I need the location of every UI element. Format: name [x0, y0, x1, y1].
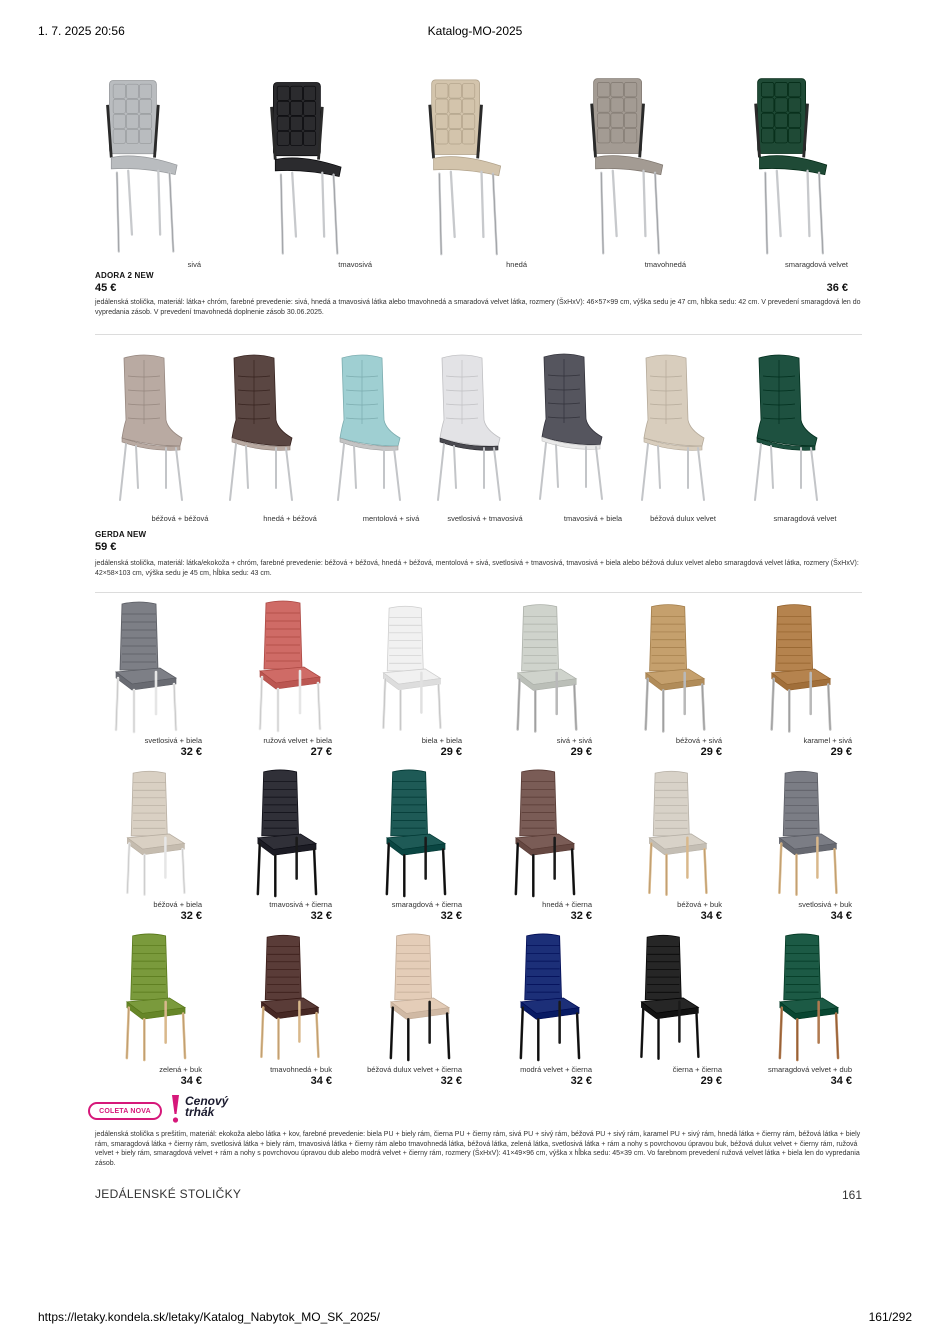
adora-chair-image	[100, 74, 194, 258]
product-description: jedálenská stolička s prešitím, materiál: ekokoža alebo látka + kov, farebné prevedenie: biela PU + biely rám, čierna PU + čierny rám, sivá PU + sivý rám, béžová PU + sivý rám, karamel PU + sivý rám, hnedá látka + čierny rám, béžová látka + biely rám, smaragdová látka + čierny rám, svetlosivá látka + biely rám, tmavosivá látka + čierny rám alebo tmavohnedá látka, béžová látka, zelená látka, svetlosivá látka + rám a nohy s povrchovou úpravou buk, béžová dulux velvet + čierny rám, ružová velvet + biely rám, smaragdová velvet + rám a nohy s povrchovou úpravou dub alebo modrá velvet + čierny rám, rozmery (ŠxHxV): 41×49×96 cm, výška x hĺbka sedu: 45×39 cm. Vo farebnom prevedení ružová velvet látka + biela len do vypredania zásob.	[95, 1131, 861, 1167]
promo-line-1: Cenový	[185, 1094, 229, 1108]
coleta-chair-image	[504, 768, 582, 898]
print-doc-title: Katalog-MO-2025	[427, 24, 523, 38]
coleta-chair-image	[508, 932, 588, 1062]
variant-label: karamel + sivá	[803, 736, 852, 745]
variant-label: sivá	[187, 260, 201, 269]
gerda-chair-image	[220, 354, 300, 504]
variant-label: tmavohnedá	[644, 260, 686, 269]
variant-label: mentolová + sivá	[362, 514, 420, 523]
variant-price: 32 €	[570, 1075, 592, 1087]
print-header	[38, 24, 912, 40]
variant-price: 34 €	[830, 1075, 852, 1087]
variant-price: 32 €	[440, 910, 462, 922]
variant-price: 34 €	[830, 910, 852, 922]
adora-chair-image	[584, 74, 680, 258]
coleta-chair-image	[246, 768, 324, 898]
variant-label: svetlosivá + tmavosivá	[447, 514, 523, 523]
promo-label	[185, 1096, 228, 1118]
product-description: jedálenská stolička, materiál: látka+ chróm, farebné prevedenie: sivá, hnedá a tmavosivá látka alebo tmavohnedá a smaradová velvet látka, rozmery (ŠxHxV): 46×57×99 cm, výška sedu je 47 cm, hĺbka sedu: 42 cm. V prevedení smaragdová len do vypredania zásob. V prevedení tmavohnedá doplnenie zásob 30.06.2025.	[95, 299, 861, 316]
gerda-chair-image	[530, 352, 610, 504]
variant-label: hnedá + béžová	[263, 514, 317, 523]
product-price: 45 €	[95, 282, 117, 294]
variant-label: tmavosivá + biela	[563, 514, 623, 523]
coleta-chair-image	[378, 932, 458, 1062]
velvet-price: 36 €	[826, 282, 848, 294]
variant-price: 29 €	[700, 1075, 722, 1087]
variant-label: béžová dulux velvet	[650, 514, 716, 523]
adora-chair-image	[264, 78, 358, 258]
variant-label: hnedá	[506, 260, 527, 269]
variant-price: 29 €	[570, 746, 592, 758]
promo-line-2: trhák	[185, 1105, 215, 1119]
coleta-chair-image	[372, 602, 448, 734]
variant-label: smaragdová + čierna	[391, 900, 462, 909]
section-divider	[95, 592, 862, 593]
variant-price: 32 €	[310, 910, 332, 922]
variant-price: 29 €	[830, 746, 852, 758]
gerda-chair-image	[328, 354, 408, 504]
variant-price: 34 €	[700, 910, 722, 922]
print-page-count: 161/292	[868, 1310, 912, 1324]
page-number: 161	[841, 1188, 862, 1202]
coleta-chair-image	[374, 768, 454, 898]
variant-label: svetlosivá + biela	[144, 736, 202, 745]
variant-label: béžová + buk	[677, 900, 722, 909]
variant-price: 34 €	[310, 1075, 332, 1087]
gerda-chair-image	[110, 354, 190, 504]
variant-label: ružová velvet + biela	[263, 736, 332, 745]
coleta-chair-image	[506, 602, 584, 734]
variant-label: smaragdová velvet + dub	[767, 1065, 852, 1074]
coleta-chair-image	[248, 598, 328, 734]
variant-label: béžová + béžová	[151, 514, 209, 523]
gerda-chair-image	[632, 354, 712, 504]
product-name-badge: COLETA NOVA	[88, 1102, 162, 1120]
coleta-chair-image	[768, 932, 846, 1062]
variant-label: čierna + čierna	[672, 1065, 722, 1074]
variant-label: smaragdová velvet	[773, 514, 837, 523]
variant-price: 34 €	[180, 1075, 202, 1087]
variant-label: biela + biela	[421, 736, 462, 745]
variant-label: tmavohnedá + buk	[270, 1065, 332, 1074]
variant-label: svetlosivá + buk	[798, 900, 852, 909]
variant-price: 29 €	[440, 746, 462, 758]
coleta-chair-image	[760, 602, 838, 734]
product-description: jedálenská stolička, materiál: látka/ekokoža + chróm, farebné prevedenie: béžová + béžová, hnedá + béžová, mentolová + sivá, svetlosivá + tmavosivá, tmavosivá + biela alebo béžová dulux velvet alebo smaragdová velvet látka, rozmery (ŠxHxV): 42×58×103 cm, výška sedu je 45 cm, hĺbka sedu: 43 cm.	[95, 560, 859, 577]
adora-chair-image	[422, 76, 518, 258]
coleta-chair-image	[630, 932, 706, 1062]
variant-price: 32 €	[440, 1075, 462, 1087]
exclamation-icon	[168, 1094, 182, 1124]
print-datetime: 1. 7. 2025 20:56	[38, 24, 125, 38]
product-name: ADORA 2 NEW	[95, 271, 154, 280]
variant-label: hnedá + čierna	[542, 900, 592, 909]
coleta-chair-image	[104, 600, 184, 734]
variant-price: 32 €	[180, 746, 202, 758]
variant-price: 32 €	[180, 910, 202, 922]
variant-label: tmavosivá + čierna	[269, 900, 332, 909]
coleta-chair-image	[638, 768, 714, 898]
print-url[interactable]: https://letaky.kondela.sk/letaky/Katalog_Nabytok_MO_SK_2025/	[38, 1310, 380, 1324]
variant-label: sivá + sivá	[556, 736, 592, 745]
product-name: GERDA NEW	[95, 530, 147, 539]
product-price: 59 €	[95, 541, 117, 553]
variant-label: modrá velvet + čierna	[520, 1065, 592, 1074]
gerda-chair-image	[428, 354, 508, 504]
variant-label: zelená + buk	[159, 1065, 202, 1074]
gerda-chair-image	[744, 354, 826, 504]
print-footer	[38, 1310, 912, 1326]
variant-label: tmavosivá	[338, 260, 372, 269]
variant-label: béžová dulux velvet + čierna	[367, 1065, 462, 1074]
section-title: JEDÁLENSKÉ STOLIČKY	[95, 1187, 242, 1201]
coleta-chair-image	[116, 768, 192, 898]
variant-label: béžová + biela	[153, 900, 202, 909]
variant-label: béžová + sivá	[675, 736, 722, 745]
variant-price: 27 €	[310, 746, 332, 758]
adora-chair-image	[748, 74, 844, 258]
coleta-chair-image	[768, 768, 844, 898]
variant-price: 32 €	[570, 910, 592, 922]
variant-label: smaragdová velvet	[785, 260, 848, 269]
coleta-chair-image	[634, 602, 712, 734]
variant-price: 29 €	[700, 746, 722, 758]
coleta-chair-image	[250, 932, 326, 1062]
section-divider	[95, 334, 862, 335]
coleta-chair-image	[114, 932, 194, 1062]
